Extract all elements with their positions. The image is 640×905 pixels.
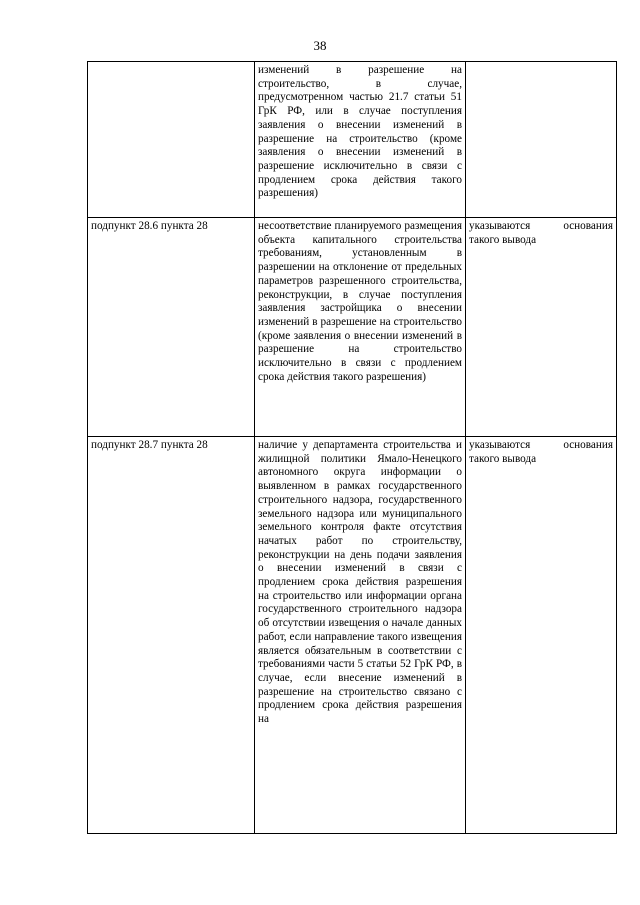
grounds-table — [87, 61, 617, 834]
description-cell: наличие у департамента строительства и жилищной политики Ямало-Ненецкого автономного округа информации о выявленном в рамках государственного строительного надзора, государственного земельного надзора или муниципального земельного контроля факте отсутствия начатых работ по строительству, реконструкции на день подачи заявления о внесении изменений в связи с продлением срока действия разрешения на строительство или информации органа государственного строительного надзора об отсутствии извещения о начале данных работ, если направление такого извещения является обязательным в соответствии с требованиями части 5 статьи 52 ГрК РФ, в случае, если внесение изменений в разрешение на строительство связано с продлением срока действия разрешения на — [255, 437, 466, 834]
ground-cell: подпункт 28.7 пункта 28 — [88, 437, 255, 834]
description-cell: несоответствие планируемого размещения объекта капитального строительства требованиям, установленным в разрешении на отклонение от предельных параметров разрешенного строительства, реконструкции, в случае поступления заявления застройщика о внесении изменений в разрешение на строительство (кроме заявления о внесении изменений в разрешение на строительство исключительно в связи с продлением срока действия такого разрешения) — [255, 218, 466, 437]
ground-cell: подпункт 28.6 пункта 28 — [88, 218, 255, 437]
explanation-cell: указываются основания такого вывода — [466, 218, 617, 437]
page-number: 38 — [313, 38, 327, 53]
explanation-cell — [466, 62, 617, 218]
table-row — [88, 62, 617, 218]
explanation-cell: указываются основания такого вывода — [466, 437, 617, 834]
table-row — [88, 218, 617, 437]
ground-cell — [88, 62, 255, 218]
table-row — [88, 437, 617, 834]
description-cell: изменений в разрешение на строительство, в случае, предусмотренном частью 21.7 статьи 51 ГрК РФ, или в случае поступления заявления о внесении изменений в разрешение на строительство (кроме заявления о внесении изменений в разрешение исключительно в связи с продлением срока действия такого разрешения) — [255, 62, 466, 218]
